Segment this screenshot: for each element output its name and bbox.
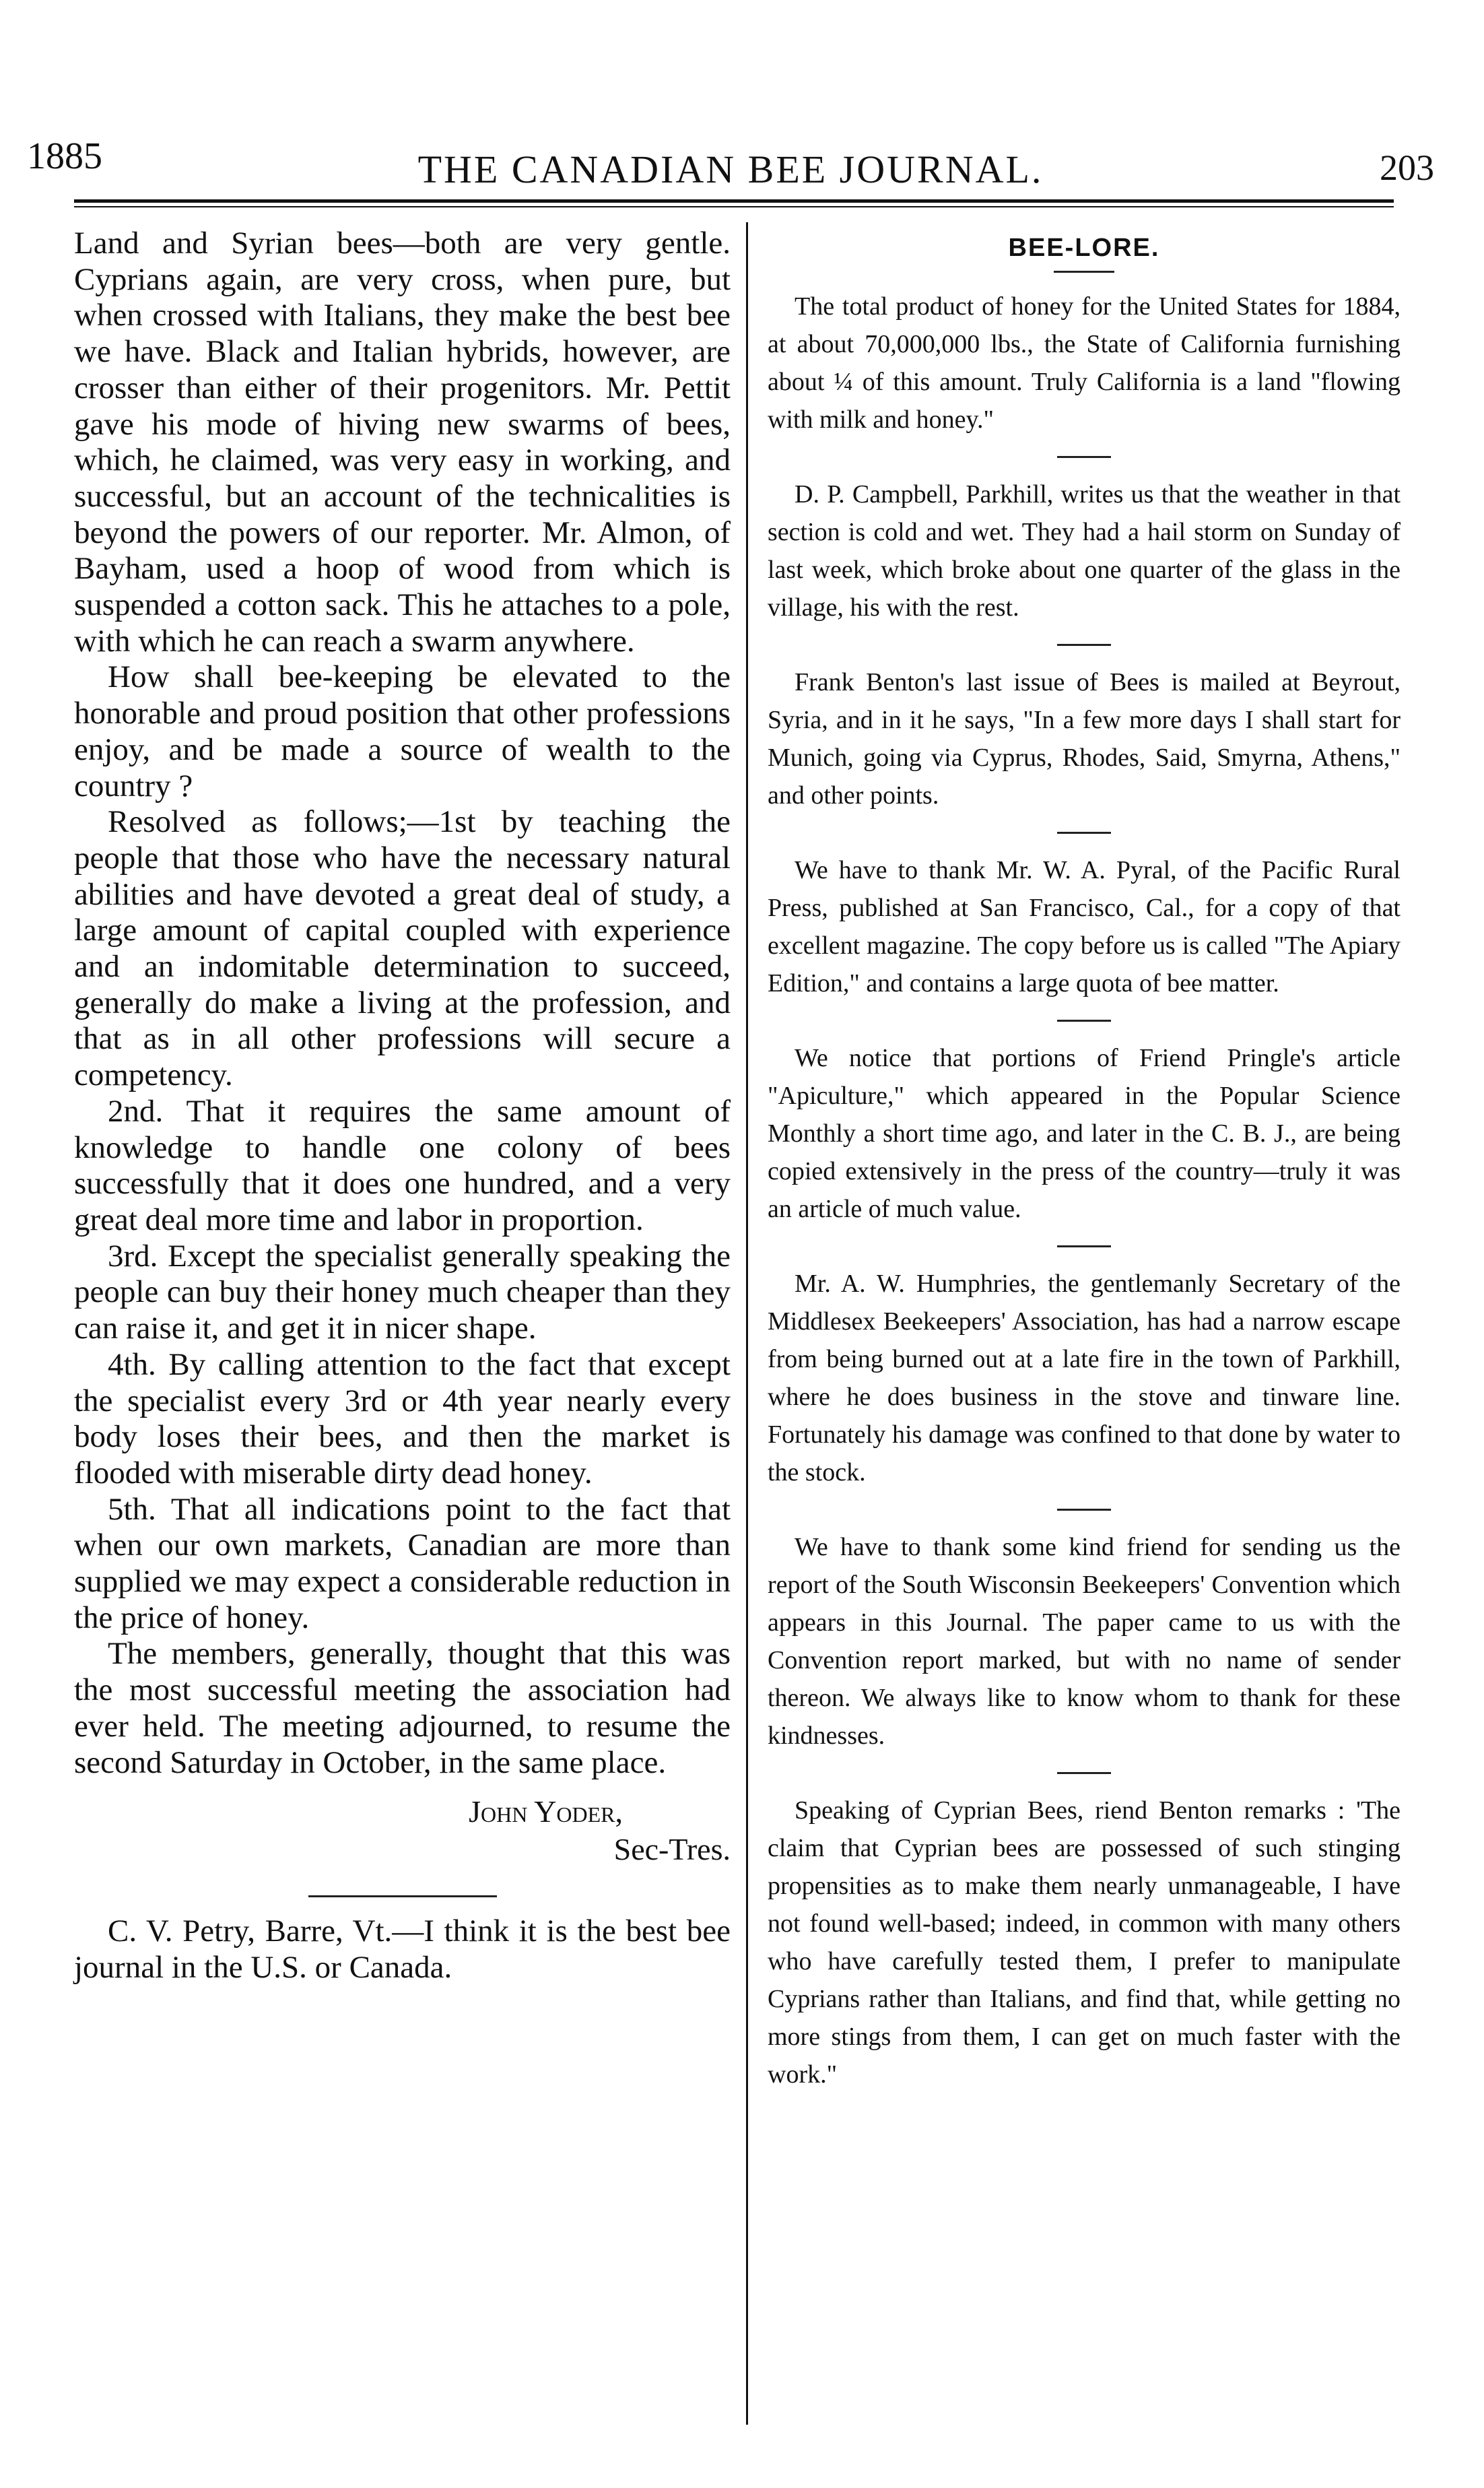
left-paragraph: Resolved as follows;—1st by teaching the people that those who have the necessary natural abilities and have devoted a great deal of study, a large amount of capital coupled with experience and an indomitable determination to succeed, generally do make a living at the profession, and that as in all other professions will secure a competency. [74, 804, 731, 1093]
signature-title: Sec-Tres. [613, 1832, 731, 1867]
footer-separator [308, 1895, 497, 1897]
item-separator [1057, 644, 1111, 646]
news-item: D. P. Campbell, Parkhill, writes us that the weather in that section is cold and wet. They had a hail storm on Sunday of last week, which broke about one quarter of the glass in the village, his with the rest. [768, 480, 1401, 622]
right-column [768, 229, 1401, 2093]
page-header [27, 114, 1434, 189]
news-item: We have to thank some kind friend for sending us the report of the South Wisconsin Beekeepers' Convention which appears in this Journal. The paper came to us with the Convention report marked, but with no name of sender thereon. We always like to know whom to thank for these kindnesses. [768, 1533, 1401, 1750]
news-item: Frank Benton's last issue of Bees is mailed at Beyrout, Syria, and in it he says, "In a few more days I shall start for Munich, going via Cyprus, Rhodes, Said, Smyrna, Athens," and other points. [768, 668, 1401, 810]
section-heading: BEE-LORE. [1008, 234, 1160, 262]
item-separator [1057, 1245, 1111, 1247]
news-item: Mr. A. W. Humphries, the gentlemanly Secretary of the Middlesex Beekeepers' Association, has had a narrow escape from being burned out at a late fire in the town of Parkhill, where he does business in the stove and tinware line. Fortunately his damage was confined to that done by water to the stock. [768, 1270, 1401, 1486]
news-item: The total product of honey for the United States for 1884, at about 70,000,000 lbs., the State of California furnishing about ¼ of this amount. Truly California is a land "flowing with milk and honey." [768, 292, 1401, 434]
header-year: 1885 [27, 135, 102, 177]
item-separator [1057, 456, 1111, 458]
left-column [74, 226, 731, 1986]
header-rule-thick [74, 199, 1394, 203]
footer-note: C. V. Petry, Barre, Vt.—I think it is the best bee journal in the U.S. or Canada. [74, 1913, 731, 1985]
header-rule-thin [74, 206, 1394, 207]
left-paragraph: 3rd. Except the specialist generally speaking the people can buy their honey much cheaper than they can raise it, and get it in nicer shape. [74, 1238, 731, 1346]
signature-block [74, 1793, 731, 1868]
header-title: THE CANADIAN BEE JOURNAL. [417, 148, 1044, 191]
item-separator [1057, 1772, 1111, 1774]
news-item: We notice that portions of Friend Pringle's article "Apiculture," which appeared in the Popular Science Monthly a short time ago, and later in the C. B. J., are being copied extensively in the press of the country—truly it was an article of much value. [768, 1044, 1401, 1223]
left-paragraph: 5th. That all indications point to the fact that when our own markets, Canadian are more than supplied we may expect a considerable reduction in the price of honey. [74, 1491, 731, 1635]
item-separator [1057, 1509, 1111, 1511]
news-item: We have to thank Mr. W. A. Pyral, of the Pacific Rural Press, published at San Francisco, Cal., for a copy of that excellent magazine. The copy before us is called "The Apiary Edition," and contains a large quota of bee matter. [768, 856, 1401, 997]
left-paragraph: 4th. By calling attention to the fact that except the specialist every 3rd or 4th year nearly every body loses their bees, and then the market is flooded with miserable dirty dead honey. [74, 1346, 731, 1491]
left-paragraph: 2nd. That it requires the same amount of knowledge to handle one colony of bees successfully that it does one hundred, and a very great deal more time and labor in proportion. [74, 1093, 731, 1237]
column-divider [746, 222, 748, 2425]
signature-name: John Yoder, [469, 1794, 623, 1829]
left-paragraph: How shall bee-keeping be elevated to the honorable and proud position that other professions enjoy, and be made a source of wealth to the country ? [74, 659, 731, 804]
left-paragraph: The members, generally, thought that this was the most successful meeting the association had ever held. The meeting adjourned, to resume the second Saturday in October, in the same place. [74, 1636, 731, 1780]
item-separator [1057, 832, 1111, 834]
heading-rule [1054, 271, 1114, 273]
page-number: 203 [1380, 148, 1434, 188]
item-separator [1057, 1020, 1111, 1022]
news-item: Speaking of Cyprian Bees, riend Benton remarks : 'The claim that Cyprian bees are possessed of such stinging propensities as to make them nearly unmanageable, I have not found well-based; indeed, in common with many others who have carefully tested them, I prefer to manipulate Cyprians rather than Italians, and find that, while getting no more stings from them, I can get on much faster with the work." [768, 1796, 1401, 2089]
left-paragraph: Land and Syrian bees—both are very gentle. Cyprians again, are very cross, when pure, but when crossed with Italians, they make the best bee we have. Black and Italian hybrids, however, are crosser than either of their progenitors. Mr. Pettit gave his mode of hiving new swarms of bees, which, he claimed, was very easy in working, and successful, but an account of the technicalities is beyond the powers of our reporter. Mr. Almon, of Bayham, used a hoop of wood from which is suspended a cotton sack. This he attaches to a pole, with which he can reach a swarm anywhere. [74, 226, 731, 659]
